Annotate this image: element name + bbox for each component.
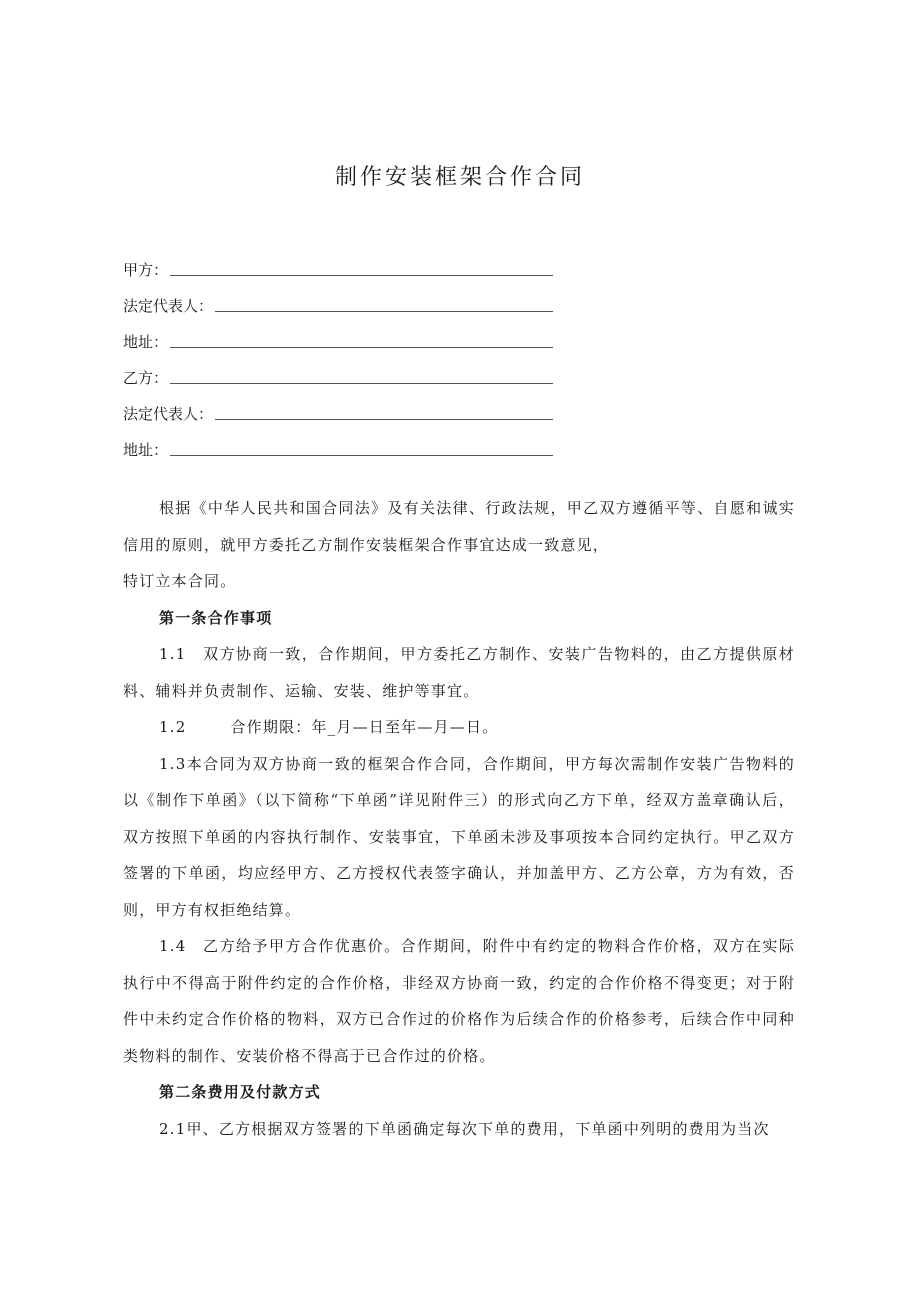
party-b-representative-blank-line bbox=[215, 419, 553, 420]
clause-2-1: 2.1甲、乙方根据双方签署的下单函确定每次下单的费用，下单函中列明的费用为当次 bbox=[159, 1119, 770, 1138]
party-a-address-blank-line bbox=[170, 347, 553, 348]
contract-body bbox=[123, 490, 795, 1147]
article-2-heading: 第二条费用及付款方式 bbox=[159, 1083, 322, 1101]
clause-1-2 bbox=[123, 709, 795, 746]
document-title: 制作安装框架合作合同 bbox=[334, 165, 585, 190]
party-a-representative-row bbox=[123, 280, 563, 316]
clause-1-2-text: 合作期限：年_月—日至年—月—日。 bbox=[230, 718, 499, 736]
party-b-label: 乙方： bbox=[123, 369, 169, 387]
party-a-representative-blank-line bbox=[215, 311, 553, 312]
party-b-representative-row bbox=[123, 388, 563, 424]
party-info-list bbox=[123, 244, 563, 460]
party-b-address-row bbox=[123, 424, 563, 460]
party-b-address-blank-line bbox=[170, 455, 553, 456]
party-a-representative-label: 法定代表人： bbox=[123, 297, 214, 315]
party-a-blank-line bbox=[170, 275, 553, 276]
clause-1-3: 1.3本合同为双方协商一致的框架合作合同，合作期间，甲方每次需制作安装广告物料的以《制作下单函》（以下简称“下单函”详见附件三）的形式向乙方下单，经双方盖章确认后，双方按照下单函的内容执行制作、安装事宜，下单函未涉及事项按本合同约定执行。甲乙双方签署的下单函，均应经甲方、乙方授权代表签字确认，并加盖甲方、乙方公章，方为有效，否则，甲方有权拒绝结算。 bbox=[123, 754, 795, 919]
party-b-blank-line bbox=[170, 383, 553, 384]
party-a-row bbox=[123, 244, 563, 280]
party-a-address-label: 地址： bbox=[123, 333, 169, 351]
preamble-closing: 特订立本合同。 bbox=[123, 572, 237, 590]
preamble-paragraph: 根据《中华人民共和国合同法》及有关法律、行政法规，甲乙双方遵循平等、自愿和诚实信用的原则，就甲方委托乙方制作安装框架合作事宜达成一致意见， bbox=[123, 499, 795, 554]
party-b-address-label: 地址： bbox=[123, 441, 169, 459]
clause-1-2-number: 1.2 bbox=[159, 718, 187, 736]
article-1-heading: 第一条合作事项 bbox=[159, 608, 273, 627]
party-a-address-row bbox=[123, 316, 563, 352]
party-a-label: 甲方： bbox=[123, 261, 169, 279]
clause-1-1: 1.1 双方协商一致，合作期间，甲方委托乙方制作、安装广告物料的，由乙方提供原材料、辅料并负责制作、运输、安装、维护等事宜。 bbox=[123, 645, 795, 700]
party-b-row bbox=[123, 352, 563, 388]
clause-1-4: 1.4 乙方给予甲方合作优惠价。合作期间，附件中有约定的物料合作价格，双方在实际执行中不得高于附件约定的合作价格，非经双方协商一致，约定的合作价格不得变更；对于附件中未约定合作价格的物料，双方已合作过的价格作为后续合作的价格参考，后续合作中同种类物料的制作、安装价格不得高于已合作过的价格。 bbox=[123, 937, 795, 1065]
party-b-representative-label: 法定代表人： bbox=[123, 405, 214, 423]
